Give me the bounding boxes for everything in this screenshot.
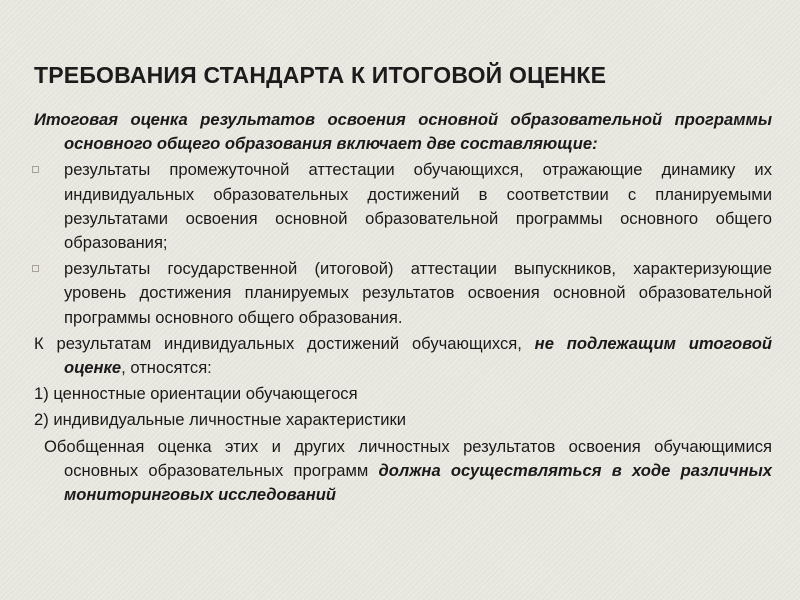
slide-title: ТРЕБОВАНИЯ СТАНДАРТА К ИТОГОВОЙ ОЦЕНКЕ [34, 62, 607, 88]
list-item-2: 2) индивидуальные личностные характеристики [34, 410, 407, 430]
bullet-text: результаты промежуточной аттестации обучающихся, отражающие динамику их индивидуальных образовательных достижений в соответствии с планируемыми результатами освоения основной образовательной программы основного общего образования; [64, 160, 772, 253]
personal-results-paragraph [34, 332, 772, 380]
personal-emphasis: не подлежащим итоговой оценке [64, 333, 772, 378]
bullet-text: результаты государственной (итоговой) аттестации выпускников, характеризующие уровень достижения планируемых результатов освоения основной образовательной программы основного общего образования. [64, 259, 772, 327]
intro-paragraph: Итоговая оценка результатов освоения основной образовательной программы основного общего образования включает две составляющие: [34, 110, 772, 154]
summary-prefix: Обобщенная оценка этих и других личностных результатов освоения обучающимися основных образовательных программ [44, 436, 772, 480]
bullet-item [34, 257, 772, 330]
summary-emphasis: должна осуществляться в ходе различных мониторинговых исследований [64, 460, 772, 505]
square-bullet-icon [32, 265, 39, 272]
square-bullet-icon [32, 166, 39, 173]
bullet-item [34, 158, 772, 255]
list-item-1: 1) ценностные ориентации обучающегося [34, 384, 358, 404]
summary-paragraph [34, 435, 772, 508]
personal-prefix: К результатам индивидуальных достижений обучающихся, [34, 333, 535, 353]
personal-suffix: , относятся: [121, 358, 212, 378]
slide-content [34, 108, 772, 507]
